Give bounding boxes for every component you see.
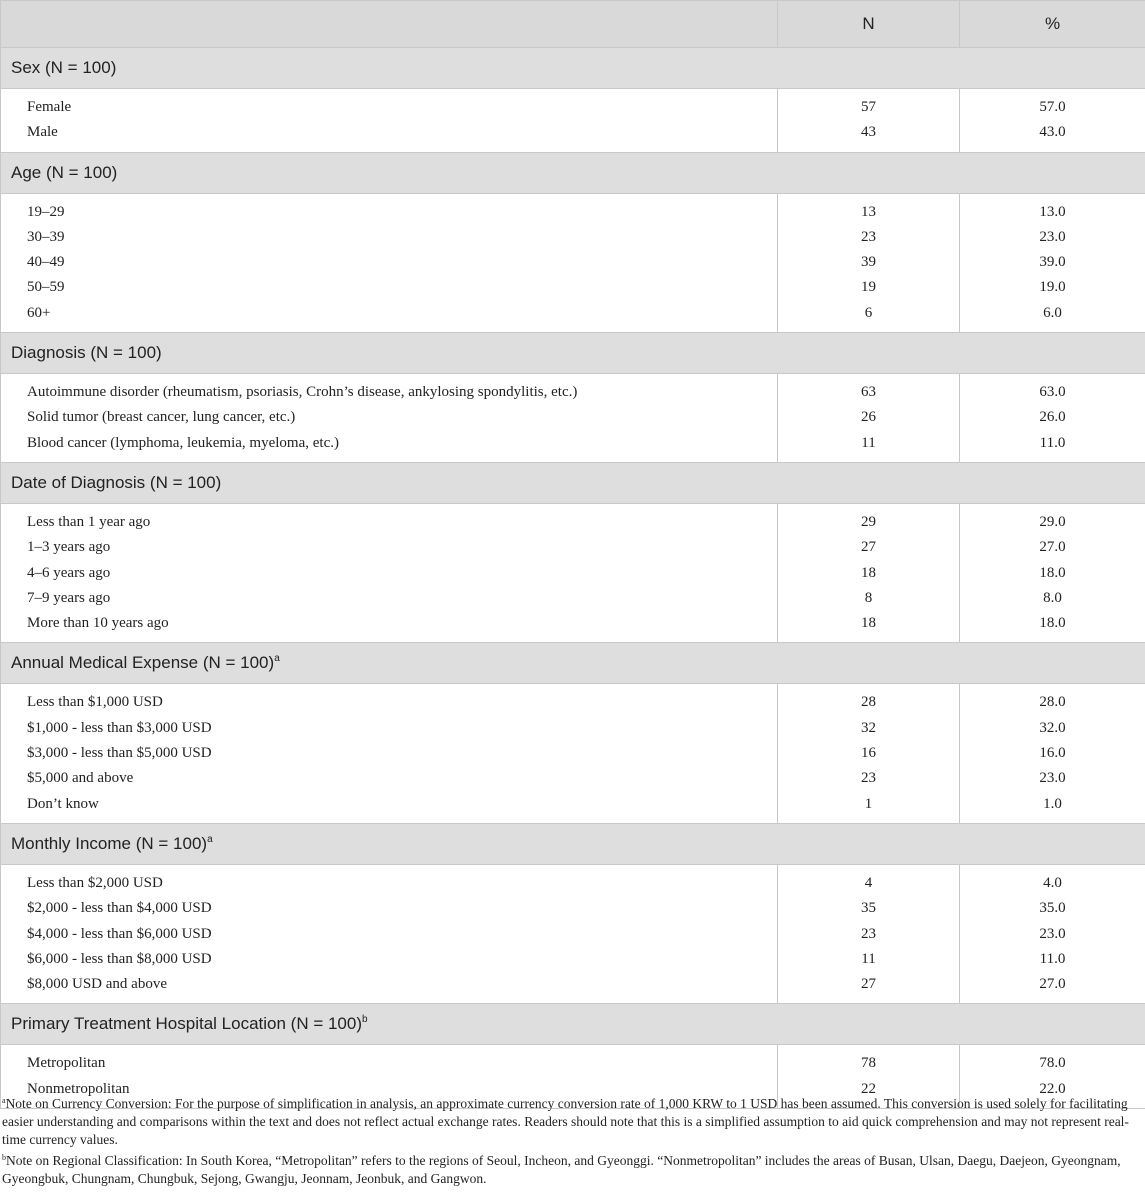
row-label-column xyxy=(1,374,778,463)
row-count: 78 xyxy=(861,1055,876,1072)
row-percent: 43.0 xyxy=(1039,124,1066,141)
section-title-text: Annual Medical Expense (N = 100) xyxy=(11,653,275,673)
row-percent: 22.0 xyxy=(1039,1080,1066,1097)
section-footnote-mark: b xyxy=(362,1014,368,1026)
row-count: 57 xyxy=(861,99,876,115)
footnote-text: Note on Regional Classification: In South Korea, “Metropolitan” refers to the regions of Seoul, Incheon, and Gyeonggi. “Nonmetropolitan” includes the areas of Busan, Ulsan, Daegu, Daejeon, Gyeongnam, Gyeongbuk, Chungnam, Chungbuk, Sejong, Gwangju, Jeonnam, Jeonbuk, and Gangwon. xyxy=(2,1153,1121,1186)
row-percent-column xyxy=(960,684,1145,823)
section-title xyxy=(1,333,1145,374)
row-count: 11 xyxy=(861,434,876,451)
section-header-row xyxy=(1,462,1145,503)
header-label-column xyxy=(1,1,778,48)
row-count: 29 xyxy=(861,513,876,530)
section-title xyxy=(1,152,1145,193)
row-count: 11 xyxy=(861,950,876,967)
row-label: 19–29 xyxy=(27,203,65,220)
row-label: 40–49 xyxy=(27,254,65,271)
row-label-column xyxy=(1,864,778,1003)
section-title xyxy=(1,48,1145,89)
row-count: 26 xyxy=(861,409,876,426)
row-count: 39 xyxy=(861,254,876,271)
row-count: 27 xyxy=(861,539,876,556)
row-label: Metropolitan xyxy=(27,1055,106,1072)
row-label-column xyxy=(1,193,778,332)
footnote-text: Note on Currency Conversion: For the purpose of simplification in analysis, an approximate currency conversion rate of 1,000 KRW to 1 USD has been assumed. This conversion is used solely for facilitating easier understanding and comparisons within the text and does not reflect actual exchange rates. Readers should note that this is a simplified assumption to aid quick comprehension and may not represent real-time currency values. xyxy=(2,1096,1129,1147)
row-label: Less than 1 year ago xyxy=(27,513,151,530)
row-count: 27 xyxy=(861,976,876,993)
row-percent: 29.0 xyxy=(1039,513,1066,530)
row-count-column xyxy=(778,503,960,642)
row-count: 13 xyxy=(861,203,876,220)
row-count: 63 xyxy=(861,384,876,401)
footnote-mark: b xyxy=(2,1153,6,1162)
row-percent: 57.0 xyxy=(1039,99,1066,115)
row-percent: 18.0 xyxy=(1039,564,1066,581)
section-header-row xyxy=(1,152,1145,193)
footnote-mark: a xyxy=(2,1096,6,1105)
row-label: Female xyxy=(27,99,72,115)
row-label-column xyxy=(1,89,778,153)
row-count-column xyxy=(778,374,960,463)
row-percent: 13.0 xyxy=(1039,203,1066,220)
section-body-row xyxy=(1,374,1145,463)
row-label: 7–9 years ago xyxy=(27,589,111,606)
row-percent-column xyxy=(960,193,1145,332)
row-percent: 63.0 xyxy=(1039,384,1066,401)
row-label: $5,000 and above xyxy=(27,770,134,787)
section-header-row xyxy=(1,333,1145,374)
section-title-text: Diagnosis (N = 100) xyxy=(11,343,162,363)
row-percent: 28.0 xyxy=(1039,694,1066,711)
row-count: 8 xyxy=(864,589,873,606)
row-count: 22 xyxy=(861,1080,876,1097)
row-label: 1–3 years ago xyxy=(27,539,111,556)
row-count: 28 xyxy=(861,694,876,711)
row-label: $4,000 - less than $6,000 USD xyxy=(27,925,212,942)
row-percent: 11.0 xyxy=(1039,434,1066,451)
row-percent: 6.0 xyxy=(1043,304,1062,321)
row-percent-column xyxy=(960,374,1145,463)
row-count: 32 xyxy=(861,719,876,736)
row-label: Solid tumor (breast cancer, lung cancer, etc.) xyxy=(27,409,296,426)
row-count-column xyxy=(778,193,960,332)
row-percent: 8.0 xyxy=(1043,589,1062,606)
row-percent: 1.0 xyxy=(1043,795,1062,812)
section-body-row xyxy=(1,193,1145,332)
section-title-text: Sex (N = 100) xyxy=(11,58,117,77)
row-count-column xyxy=(778,89,960,153)
row-percent-column xyxy=(960,89,1145,153)
row-label: $6,000 - less than $8,000 USD xyxy=(27,950,212,967)
row-percent: 23.0 xyxy=(1039,925,1066,942)
row-count-column xyxy=(778,864,960,1003)
row-percent: 27.0 xyxy=(1039,976,1066,993)
section-title xyxy=(1,462,1145,503)
row-label: Nonmetropolitan xyxy=(27,1080,130,1097)
row-percent: 35.0 xyxy=(1039,900,1066,917)
row-label: $3,000 - less than $5,000 USD xyxy=(27,745,212,762)
row-label: 50–59 xyxy=(27,279,65,296)
row-label: 30–39 xyxy=(27,228,65,245)
section-title-text: Primary Treatment Hospital Location (N = 100) xyxy=(11,1014,363,1034)
section-title-text: Date of Diagnosis (N = 100) xyxy=(11,472,222,492)
section-body-row xyxy=(1,684,1145,823)
section-header-row xyxy=(1,48,1145,89)
row-percent: 39.0 xyxy=(1039,254,1066,271)
row-count: 23 xyxy=(861,770,876,787)
row-label: 4–6 years ago xyxy=(27,564,111,581)
row-percent: 26.0 xyxy=(1039,409,1066,426)
row-percent: 16.0 xyxy=(1039,745,1066,762)
row-count: 16 xyxy=(861,745,876,762)
row-label: Less than $2,000 USD xyxy=(27,874,163,891)
row-percent: 23.0 xyxy=(1039,770,1066,787)
row-count: 35 xyxy=(861,900,876,917)
row-count: 4 xyxy=(864,874,873,891)
section-title xyxy=(1,1004,1145,1045)
header-n-column: N xyxy=(778,1,960,48)
section-header-row xyxy=(1,1004,1145,1045)
row-count: 23 xyxy=(861,925,876,942)
section-body-row xyxy=(1,503,1145,642)
row-label-column xyxy=(1,503,778,642)
row-percent: 4.0 xyxy=(1043,874,1062,891)
header-percent-column: % xyxy=(960,1,1145,48)
row-count-column xyxy=(778,684,960,823)
row-count: 1 xyxy=(864,795,873,812)
row-count: 23 xyxy=(861,228,876,245)
row-count: 19 xyxy=(861,279,876,296)
row-label: $1,000 - less than $3,000 USD xyxy=(27,719,212,736)
row-label: Autoimmune disorder (rheumatism, psoriasis, Crohn’s disease, ankylosing spondylitis, etc.) xyxy=(27,384,578,401)
footnote-currency xyxy=(2,1092,1137,1149)
row-label: More than 10 years ago xyxy=(27,615,169,632)
row-count: 18 xyxy=(861,615,876,632)
section-body-row xyxy=(1,89,1145,153)
section-body-row xyxy=(1,864,1145,1003)
row-label: Male xyxy=(27,124,58,141)
row-percent: 19.0 xyxy=(1039,279,1066,296)
row-percent-column xyxy=(960,864,1145,1003)
row-percent-column xyxy=(960,503,1145,642)
row-percent: 18.0 xyxy=(1039,615,1066,632)
section-title-text: Monthly Income (N = 100) xyxy=(11,833,208,853)
section-title xyxy=(1,643,1145,684)
row-label: Don’t know xyxy=(27,795,99,812)
section-header-row xyxy=(1,823,1145,864)
row-count: 18 xyxy=(861,564,876,581)
section-footnote-mark: a xyxy=(207,833,213,845)
row-percent: 32.0 xyxy=(1039,719,1066,736)
row-percent: 27.0 xyxy=(1039,539,1066,556)
row-percent: 11.0 xyxy=(1039,950,1066,967)
section-title xyxy=(1,823,1145,864)
row-label: 60+ xyxy=(27,304,51,321)
row-label: $8,000 USD and above xyxy=(27,976,167,993)
table-footnotes xyxy=(0,1092,1137,1188)
section-footnote-mark: a xyxy=(274,653,280,665)
row-label: Blood cancer (lymphoma, leukemia, myeloma, etc.) xyxy=(27,434,339,451)
row-percent: 23.0 xyxy=(1039,228,1066,245)
section-header-row xyxy=(1,643,1145,684)
footnote-region xyxy=(2,1149,1137,1188)
row-count: 6 xyxy=(864,304,873,321)
row-label-column xyxy=(1,684,778,823)
row-label: Less than $1,000 USD xyxy=(27,694,163,711)
row-percent: 78.0 xyxy=(1039,1055,1066,1072)
row-label: $2,000 - less than $4,000 USD xyxy=(27,900,212,917)
row-count: 43 xyxy=(861,124,876,141)
section-title-text: Age (N = 100) xyxy=(11,162,118,182)
table-header-row xyxy=(1,1,1145,48)
